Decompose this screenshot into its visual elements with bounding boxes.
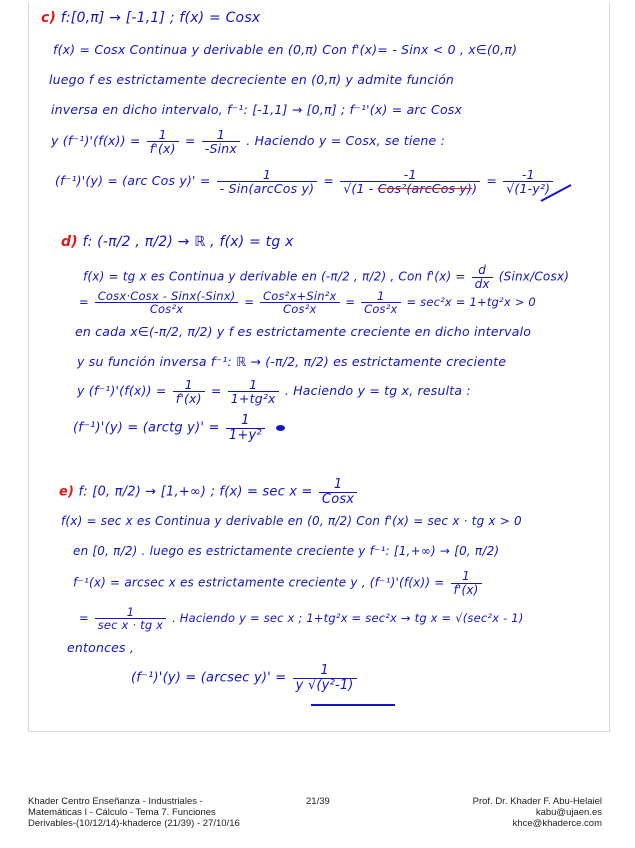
fraction: $\frac{1}{\text{1+tg²x}}$ <box>228 378 279 405</box>
fraction: $\frac{1}{\text{Cos²x}}$ <box>361 290 400 315</box>
fraction: $\frac{\text{Cosx·Cosx - Sinx(-Sinx)}}{\text{Cos²x}}$ <box>95 290 239 315</box>
section-c-substitution: . Haciendo y = Cosx, se tiene : <box>246 133 446 149</box>
section-e-line-6: entonces , <box>67 640 135 655</box>
section-e-label: e) <box>59 484 75 500</box>
crossed-out-term: Cos²(arcCos y) <box>377 181 473 197</box>
fraction: $\frac{1}{\text{- Sin(arcCos y)}}$ <box>217 168 318 195</box>
section-d-line-3: = $\frac{\text{Cosx·Cosx - Sinx(-Sinx)}}{\text{Cos²x}}$ = $\frac{\text{Cos²x+Sin²x}}{\text{Cos²x}}$ = $\frac{1}{\text{Cos²x}}$ = sec²x = 1+tg²x > 0 <box>79 289 536 317</box>
footer-right <box>473 796 602 829</box>
footer-institution: Khader Centro Enseñanza - Industriales - <box>28 796 203 807</box>
section-e-line-4: f⁻¹(x) = arcsec x es estrictamente creciente y , (f⁻¹)'(f(x)) = $\frac{1}{f'(x)}$ <box>73 570 484 596</box>
fraction: $\frac{\text{Cos²x+Sin²x}}{\text{Cos²x}}$ <box>260 290 340 315</box>
fraction: $\frac{1}{\text{y √(y²-1)}}$ <box>293 664 357 692</box>
section-d-line-5: y su función inversa f⁻¹: ℝ → (-π/2, π/2) es estrictamente creciente <box>77 354 507 369</box>
section-e-definition: f: [0, π/2) → [1,+∞) ; f(x) = sec x = <box>78 484 313 500</box>
section-e-header <box>59 478 359 506</box>
section-c-label: c) <box>41 10 57 26</box>
fraction: $\frac{1}{\text{Cosx}}$ <box>319 478 357 506</box>
footer-author: Prof. Dr. Khader F. Abu-Helaiel <box>472 796 602 807</box>
section-d-result: (f⁻¹)'(y) = (arctg y)' = $\frac{1}{\text{1+y²}}$ <box>73 414 285 442</box>
fraction: $\frac{-1}{\text{√(1 - Cos²(arcCos y))}}$ <box>340 168 480 195</box>
section-c-result-lhs: (f⁻¹)'(y) = (arc Cos y)' = <box>55 173 211 189</box>
section-c-derivative-relation: y (f⁻¹)'(f(x)) = <box>51 133 141 149</box>
section-c-definition: f:[0,π] → [-1,1] ; f(x) = Cosx <box>60 10 261 26</box>
section-e-result: (f⁻¹)'(y) = (arcsec y)' = $\frac{1}{\text{y √(y²-1)}}$ <box>131 664 359 692</box>
section-c-line-2: f(x) = Cosx Continua y derivable en (0,π) Con f'(x)= - Sinx < 0 , x∈(0,π) <box>53 42 518 57</box>
footer-document-id: Derivables-(10/12/14)-khaderce (21/39) - 27/10/16 <box>28 818 240 829</box>
fraction: $\frac{-1}{\text{√(1-y²)}}$ <box>503 168 553 195</box>
section-d-line-6: y (f⁻¹)'(f(x)) = $\frac{1}{f'(x)}$ = $\frac{1}{\text{1+tg²x}}$ . Haciendo y = tg x, resulta : <box>77 377 471 407</box>
fraction: $\frac{1}{\text{-Sinx}}$ <box>202 128 240 155</box>
footer-email-1: kabu@ujaen.es <box>535 807 602 818</box>
fraction: $\frac{1}{\text{sec x · tg x}}$ <box>95 606 167 631</box>
section-c-line-5: y (f⁻¹)'(f(x)) = $\frac{1}{f'(x)}$ = $\frac{1}{\text{-Sinx}}$ . Haciendo y = Cosx, se tiene : <box>51 127 446 157</box>
fraction: $\frac{1}{f'(x)}$ <box>451 570 482 596</box>
footer-email-2: khce@khaderce.com <box>512 818 602 829</box>
ink-dot <box>276 425 285 431</box>
footer-course: Matemáticas I - Cálculo - Tema 7. Funciones <box>28 807 216 818</box>
section-c-result: (f⁻¹)'(y) = (arc Cos y)' = $\frac{1}{\text{- Sin(arcCos y)}}$ = $\frac{-1}{\text{√(1 - Cos²(arcCos y))}}$ = $\frac{-1}{\text{√(1-y²)}}$ <box>55 168 555 195</box>
section-e-line-5: = $\frac{1}{\text{sec x · tg x}}$ . Haciendo y = sec x ; 1+tg²x = sec²x → tg x = √(sec²x - 1) <box>79 605 524 633</box>
fraction: $\frac{1}{\text{1+y²}}$ <box>226 414 265 442</box>
section-d-line-2: f(x) = tg x es Continua y derivable en (-π/2 , π/2) , Con f'(x) = $\frac{d}{dx}$ (Sinx/Cosx) <box>83 263 570 291</box>
fraction: $\frac{1}{f'(x)}$ <box>173 378 205 405</box>
footer-left <box>28 796 240 829</box>
section-e-line-2: f(x) = sec x es Continua y derivable en (0, π/2) Con f'(x) = sec x · tg x > 0 <box>61 514 522 528</box>
section-e-line-3: en [0, π/2) . luego es estrictamente creciente y f⁻¹: [1,+∞) → [0, π/2) <box>73 544 500 558</box>
section-c-header <box>41 10 260 26</box>
section-c-line-3: luego f es estrictamente decreciente en (0,π) y admite función <box>49 72 455 87</box>
result-underline <box>311 704 395 706</box>
handwritten-notes-page <box>28 2 610 732</box>
section-d-line-4: en cada x∈(-π/2, π/2) y f es estrictamente creciente en dicho intervalo <box>75 324 532 339</box>
page-number: 21/39 <box>306 796 330 807</box>
section-d-definition: f: (-π/2 , π/2) → ℝ , f(x) = tg x <box>82 234 294 250</box>
section-c-line-4: inversa en dicho intervalo, f⁻¹: [-1,1] → [0,π] ; f⁻¹'(x) = arc Cosx <box>51 102 463 117</box>
section-d-header <box>61 234 294 250</box>
fraction: $\frac{1}{f'(x)}$ <box>147 128 179 155</box>
section-d-label: d) <box>61 234 78 250</box>
fraction: $\frac{d}{dx}$ <box>472 264 493 290</box>
